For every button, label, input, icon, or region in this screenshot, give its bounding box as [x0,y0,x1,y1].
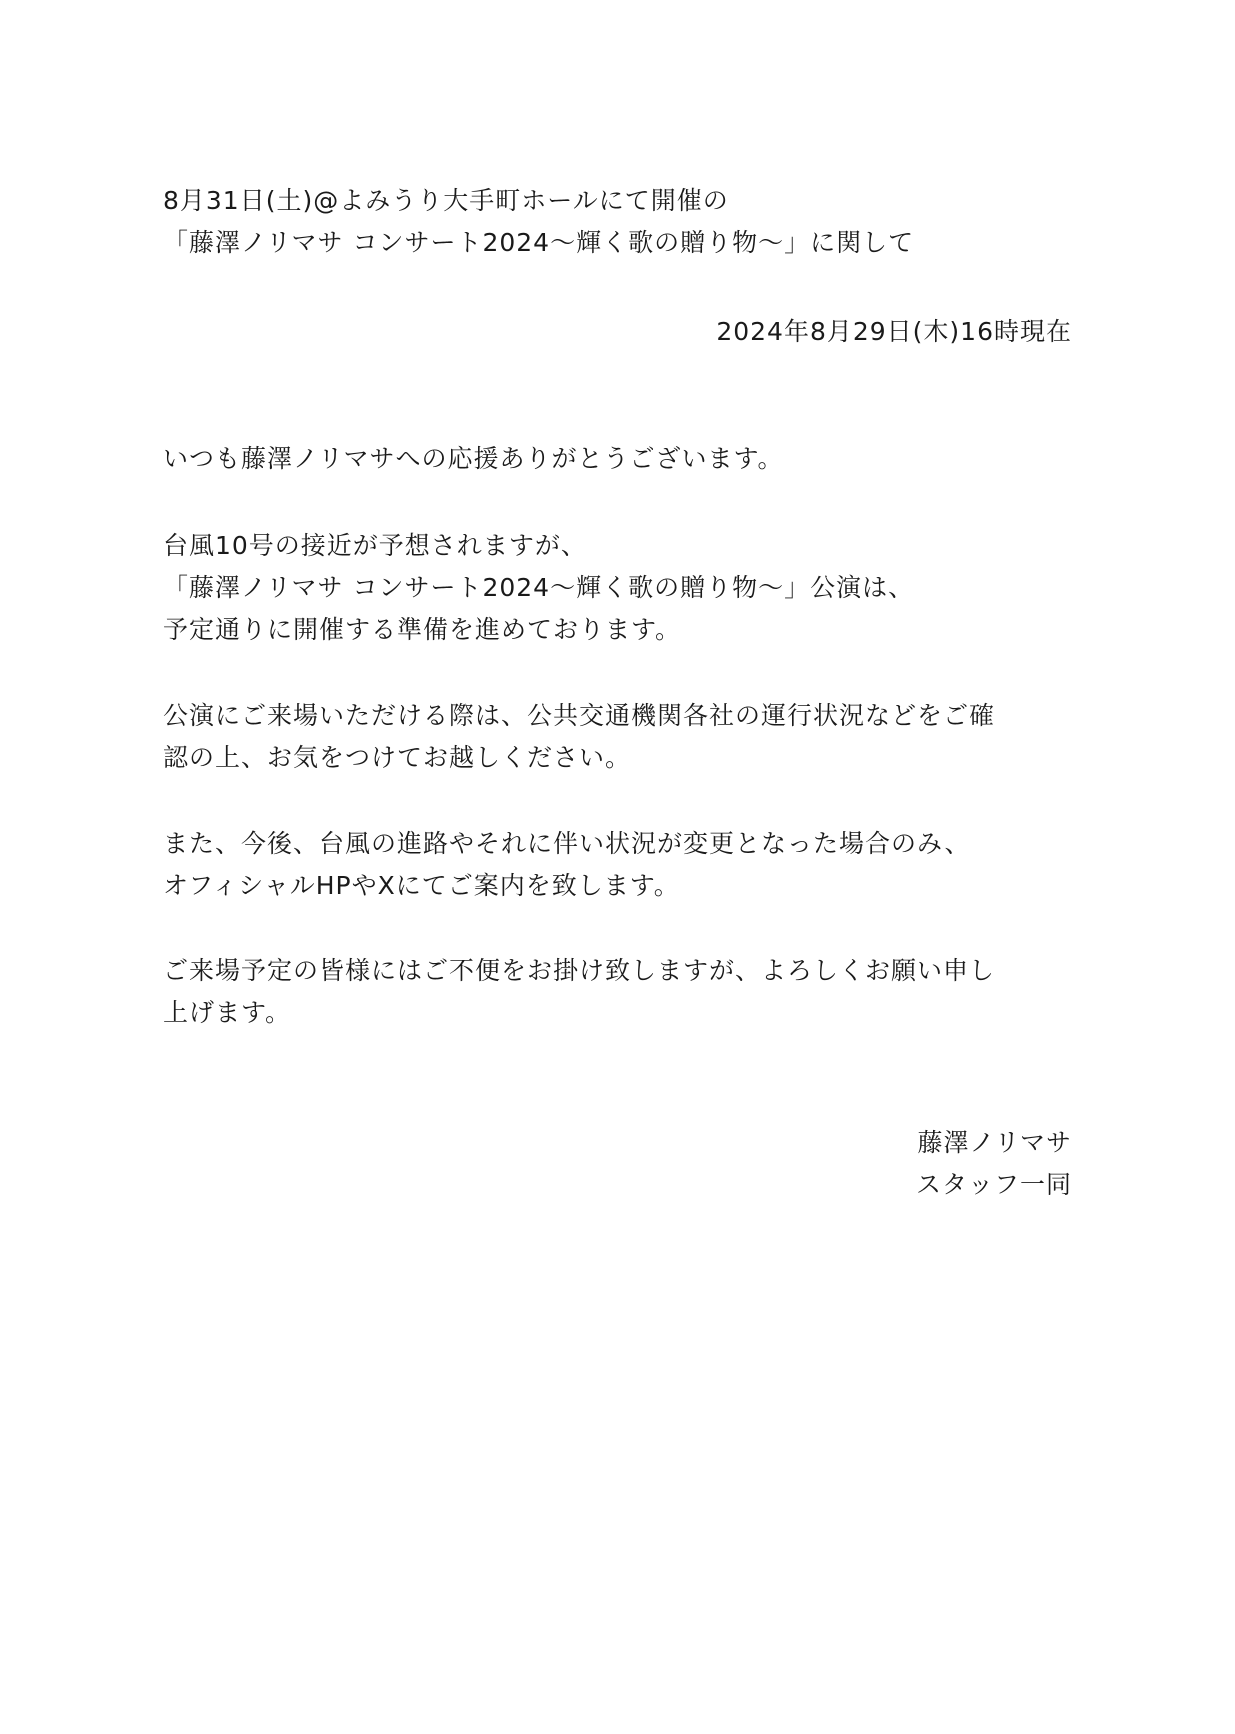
paragraph-4-line-2: 上げます。 [163,998,292,1027]
greeting-text: いつも藤澤ノリマサへの応援ありがとうございます。 [163,444,784,473]
date-stamp: 2024年8月29日(木)16時現在 [716,317,1072,346]
paragraph-1-line-1: 台風10号の接近が予想されますが、 [163,531,587,560]
signature-name: 藤澤ノリマサ [917,1128,1072,1157]
paragraph-3-line-1: また、今後、台風の進路やそれに伴い状況が変更となった場合のみ、 [163,829,971,858]
paragraph-2-line-1: 公演にご来場いただける際は、公共交通機関各社の運行状況などをご確 [163,701,996,730]
paragraph-2-line-2: 認の上、お気をつけてお越しください。 [163,743,632,772]
heading-line-2: 「藤澤ノリマサ コンサート2024〜輝く歌の贈り物〜」に関して [163,228,915,257]
paragraph-1-line-2: 「藤澤ノリマサ コンサート2024〜輝く歌の贈り物〜」公演は、 [163,573,915,602]
paragraph-1-line-3: 予定通りに開催する準備を進めております。 [163,615,682,644]
paragraph-4-line-1: ご来場予定の皆様にはご不便をお掛け致しますが、よろしくお願い申し [163,956,996,985]
signature-staff: スタッフ一同 [915,1170,1072,1199]
heading-line-1: 8月31日(土)@よみうり大手町ホールにて開催の [163,186,729,215]
paragraph-3-line-2: オフィシャルHPやXにてご案内を致します。 [163,871,680,900]
